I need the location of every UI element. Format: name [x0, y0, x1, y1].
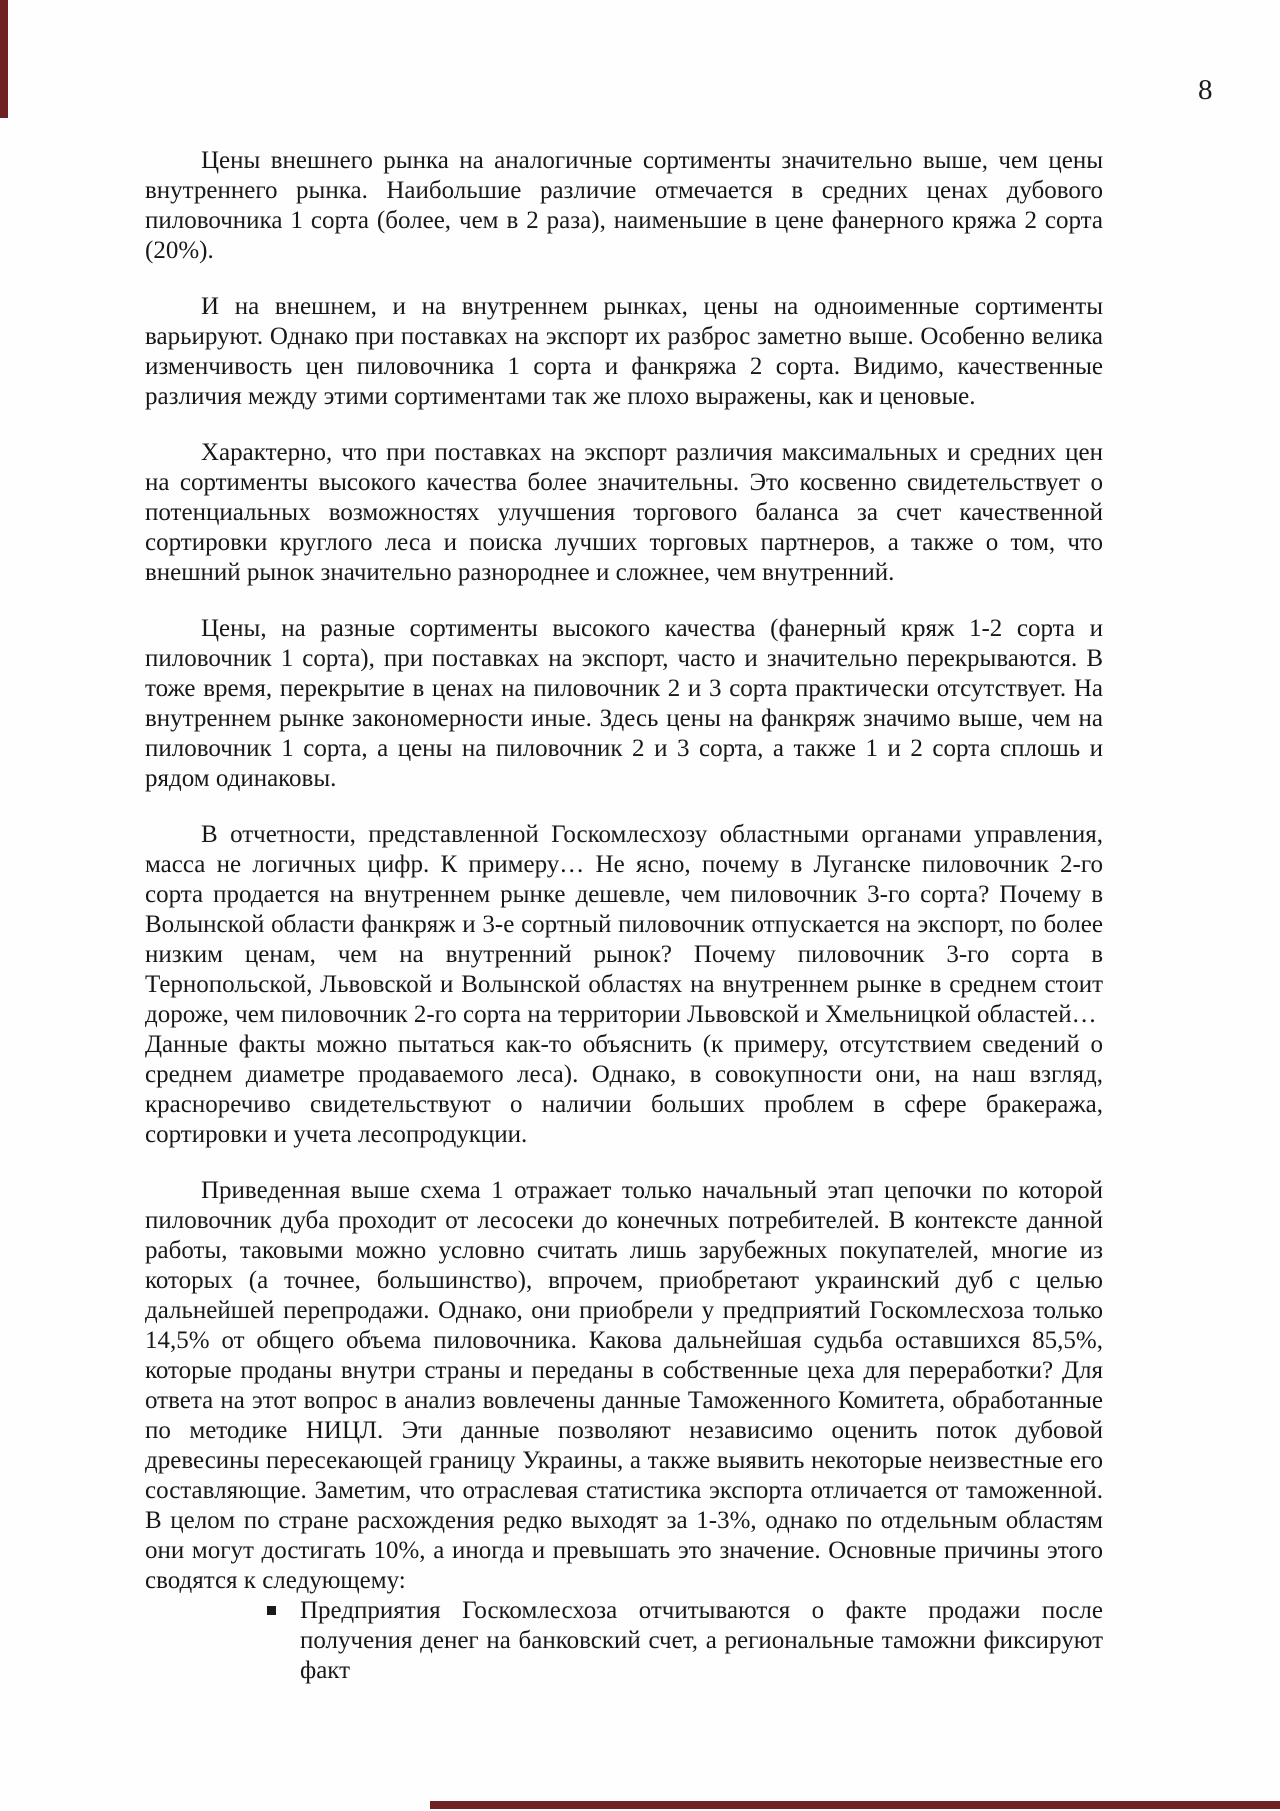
- paragraph-reporting-inconsistencies: В отчетности, представленной Госкомлесхозу областными органами управления, масса не логичных цифр. К примеру… Не ясно, почему в Луганске пиловочник 2-го сорта продается на внутреннем рынке дешевле, чем пиловочник 3-го сорта? Почему в Волынской области фанкряж и 3-е сортный пиловочник отпускается на экспорт, по более низким ценам, чем на внутренний рынок? Почему пиловочник 3-го сорта в Тернопольской, Львовской и Волынской областях на внутреннем рынке в среднем стоит дороже, чем пиловочник 2-го сорта на территории Львовской и Хмельницкой областей…: [145, 821, 1103, 1028]
- paragraph-scheme1-customs-data: Приведенная выше схема 1 отражает только начальный этап цепочки по которой пиловочник дуба проходит от лесосеки до конечных потребителей. В контексте данной работы, таковыми можно условно считать лишь зарубежных покупателей, многие из которых (а точнее, большинство), впрочем, приобретают украинский дуб с целью дальнейшей перепродажи. Однако, они приобрели у предприятий Госкомлесхоза только 14,5% от общего объема пиловочника. Какова дальнейшая судьба оставшихся 85,5%, которые проданы внутри страны и переданы в собственные цеха для переработки? Для ответа на этот вопрос в анализ вовлечены данные Таможенного Комитета, обработанные по методике НИЦЛ. Эти данные позволяют независимо оценить поток дубовой древесины пересекающей границу Украины, а также выявить некоторые неизвестные его составляющие. Заметим, что отраслевая статистика экспорта отличается от таможенной. В целом по стране расхождения редко выходят за 1-3%, однако по отдельным областям они могут достигать 10%, а иногда и превышать это значение. Основные причины этого сводятся к следующему:: [145, 1177, 1103, 1594]
- paragraph-facts-explanation: Данные факты можно пытаться как-то объяснить (к примеру, отсутствием сведений о среднем диаметре продаваемого леса). Однако, в совокупности они, на наш взгляд, красноречиво свидетельствуют о наличии больших проблем в сфере бракеража, сортировки и учета лесопродукции.: [145, 1031, 1103, 1148]
- paragraph-price-overlap: Цены, на разные сортименты высокого качества (фанерный кряж 1-2 сорта и пиловочник 1 сорта), при поставках на экспорт, часто и значительно перекрываются. В тоже время, перекрытие в ценах на пиловочник 2 и 3 сорта практически отсутствует. На внутреннем рынке закономерности иные. Здесь цены на фанкряж значимо выше, чем на пиловочник 1 сорта, а цены на пиловочник 2 и 3 сорта, а также 1 и 2 сорта сплошь и рядом одинаковы.: [145, 615, 1103, 792]
- paragraph-external-vs-internal-prices: Цены внешнего рынка на аналогичные сортименты значительно выше, чем цены внутреннего рынка. Наибольшие различие отмечается в средних ценах дубового пиловочника 1 сорта (более, чем в 2 раза), наименьшие в цене фанерного кряжа 2 сорта (20%).: [145, 147, 1103, 264]
- square-bullet-icon: [267, 1606, 276, 1615]
- paragraph-export-max-avg-differences: Характерно, что при поставках на экспорт различия максимальных и средних цен на сортименты высокого качества более значительны. Это косвенно свидетельствует о потенциальных возможностях улучшения торгового баланса за счет качественной сортировки круглого леса и поиска лучших торговых партнеров, а также о том, что внешний рынок значительно разнороднее и сложнее, чем внутренний.: [145, 439, 1103, 586]
- bullet-item-text: Предприятия Госкомлесхоза отчитываются о факте продажи после получения денег на банковский счет, а региональные таможни фиксируют факт: [300, 1597, 1103, 1684]
- page-content: [145, 146, 1103, 1686]
- scan-artifact-left-stripe: [0, 0, 8, 118]
- paragraph-price-variability: И на внешнем, и на внутреннем рынках, цены на одноименные сортименты варьируют. Однако при поставках на экспорт их разброс заметно выше. Особенно велика изменчивость цен пиловочника 1 сорта и фанкряжа 2 сорта. Видимо, качественные различия между этими сортиментами так же плохо выражены, как и ценовые.: [145, 293, 1103, 410]
- bullet-list: [145, 1596, 1103, 1686]
- list-item: [145, 1596, 1103, 1686]
- page-number: 8: [1198, 74, 1213, 106]
- scan-artifact-bottom-line: [430, 1801, 1280, 1809]
